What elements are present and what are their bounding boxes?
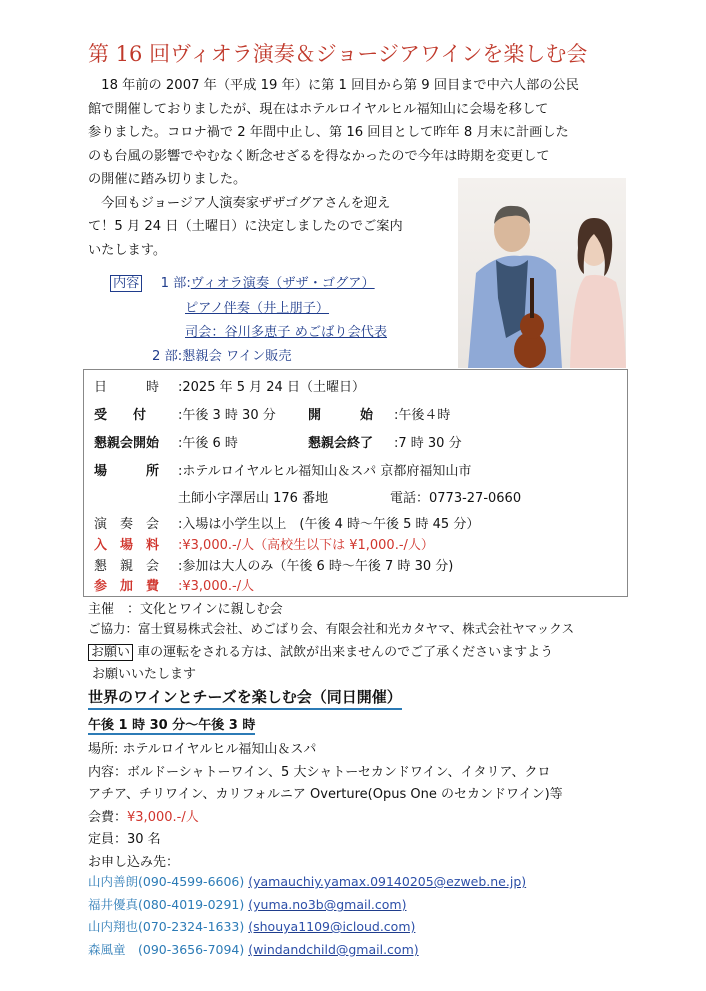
request-text-cont: お願いいたします: [92, 667, 197, 682]
party-fee-label: 参 加 費: [94, 579, 160, 594]
contact-email-link[interactable]: (shouya1109@icloud.com): [248, 919, 416, 934]
cooperation: ご協力：富士貿易株式会社、めごばり会、有限会社和光カタヤマ、株式会社ヤマックス: [88, 621, 575, 636]
concert-label: 演 奏 会: [94, 517, 160, 532]
reception-row: [94, 404, 450, 423]
venue-phone: 電話：0773-27-0660: [390, 491, 522, 506]
party-start-value: :午後 6 時: [178, 436, 238, 451]
program-label: 内容: [110, 275, 142, 292]
event2-time: 午後 1 時 30 分〜午後 3 時: [88, 714, 255, 735]
program-part2: 2 部:懇親会 ワイン販売: [152, 349, 292, 364]
party-fee-row: [94, 575, 254, 594]
contact-name-tel: 福井優真(080-4019-0291): [88, 897, 245, 912]
intro-line: いたします。: [88, 242, 167, 258]
contact-email-link[interactable]: (yamauchiy.yamax.09140205@ezweb.ne.jp): [248, 874, 527, 889]
date-label: 日 時: [94, 380, 160, 395]
event2-apply: お申し込み先：: [88, 855, 180, 870]
venue-row: [94, 460, 471, 479]
contact-name-tel: 森風童 (090-3656-7094): [88, 942, 245, 957]
party-time-row: [94, 432, 462, 451]
organizer: 主催 ：文化とワインに親しむ会: [88, 602, 283, 617]
contact-name-tel: 山内翔也(070-2324-1633): [88, 919, 245, 934]
request-label: お願い: [88, 644, 133, 661]
party-label: 懇 親 会: [94, 559, 160, 574]
contact-name-tel: 山内善朗(090-4599-6606): [88, 874, 245, 889]
event2-capacity: 定員：30 名: [88, 832, 161, 847]
intro-line: の開催に踏み切りました。: [88, 172, 247, 187]
program-mc: 司会：谷川多恵子 めごばり会代表: [185, 325, 388, 340]
contact-row: [88, 872, 526, 890]
event-details-box: [83, 369, 628, 597]
venue-value: :ホテルロイヤルヒル福知山＆スパ 京都府福知山市: [178, 464, 472, 479]
contact-email-link[interactable]: (windandchild@gmail.com): [248, 942, 419, 957]
concert-row: [94, 513, 479, 532]
intro-line: て！5 月 24 日（土曜日）に決定しましたのでご案内: [88, 219, 403, 234]
event2-fee-label: 会費：: [88, 810, 128, 825]
contact-row: [88, 917, 415, 935]
party-end-label: 懇親会終了: [308, 436, 374, 451]
intro-line: 今回もジョージア人演奏家ザザゴグアさんを迎え: [88, 195, 391, 211]
program-part1: [110, 272, 375, 291]
page-title: 第 16 回ヴィオラ演奏＆ジョージアワインを楽しむ会: [88, 42, 588, 66]
event2-content-line1: 内容：ボルドーシャトーワイン、5 大シャトーセカンドワイン、イタリア、クロ: [88, 765, 551, 780]
fee-label: 入 場 料: [94, 538, 160, 553]
date-value: :2025 年 5 月 24 日（土曜日）: [178, 380, 365, 395]
reception-value: :午後 3 時 30 分: [178, 408, 276, 423]
party-row: [94, 555, 453, 574]
event2-content-line2: アチア、チリワイン、カリフォルニア Overture(Opus One のセカンドワイン)等: [88, 787, 563, 802]
event2-fee-value: ¥3,000.-/人: [127, 810, 199, 825]
intro-line: のも台風の影響でやむなく断念せざるを得なかったので今年は時期を変更して: [88, 148, 550, 164]
party-start-label: 懇親会開始: [94, 436, 160, 451]
venue-address: 土師小字澤居山 176 番地: [178, 491, 329, 506]
start-value: :午後４時: [394, 408, 451, 423]
reception-label: 受 付: [94, 408, 147, 423]
program-viola: ヴィオラ演奏（ザザ・ゴグア）: [190, 276, 375, 291]
request-line: [88, 641, 553, 660]
program-piano: ピアノ伴奏（井上朋子）: [185, 301, 330, 316]
intro-line: 参りました。コロナ禍で 2 年間中止し、第 16 回目として昨年 8 月末に計画した: [88, 125, 569, 140]
fee-row: [94, 534, 434, 553]
contact-row: [88, 940, 419, 958]
party-value: :参加は大人のみ（午後 6 時〜午後 7 時 30 分): [178, 559, 454, 574]
start-label: 開 始: [308, 408, 374, 423]
date-row: [94, 376, 365, 395]
party-fee-value: :¥3,000.-/人: [178, 579, 255, 594]
event2-fee: [88, 806, 199, 825]
request-text: 車の運転をされる方は、試飲が出来ませんのでご了承くださいますよう: [137, 645, 554, 660]
venue-label: 場 所: [94, 464, 160, 479]
concert-value: :入場は小学生以上 (午後 4 時〜午後 5 時 45 分）: [178, 517, 480, 532]
performers-photo: [458, 178, 626, 368]
venue-address-row: [178, 487, 521, 506]
contact-row: [88, 895, 406, 913]
party-end-value: :7 時 30 分: [394, 436, 462, 451]
event2-place: 場所: ホテルロイヤルヒル福知山＆スパ: [88, 742, 317, 757]
fee-value: :¥3,000.-/人（高校生以下は ¥1,000.-/人）: [178, 538, 434, 553]
part1-label: 1 部:: [160, 276, 191, 291]
event2-title: 世界のワインとチーズを楽しむ会（同日開催）: [88, 686, 402, 710]
intro-line: 18 年前の 2007 年（平成 19 年）に第 1 回目から第 9 回目まで中六人部の公民: [88, 78, 579, 93]
intro-line: 館で開催しておりましたが、現在はホテルロイヤルヒル福知山に会場を移して: [88, 101, 549, 117]
contact-email-link[interactable]: (yuma.no3b@gmail.com): [248, 897, 407, 912]
